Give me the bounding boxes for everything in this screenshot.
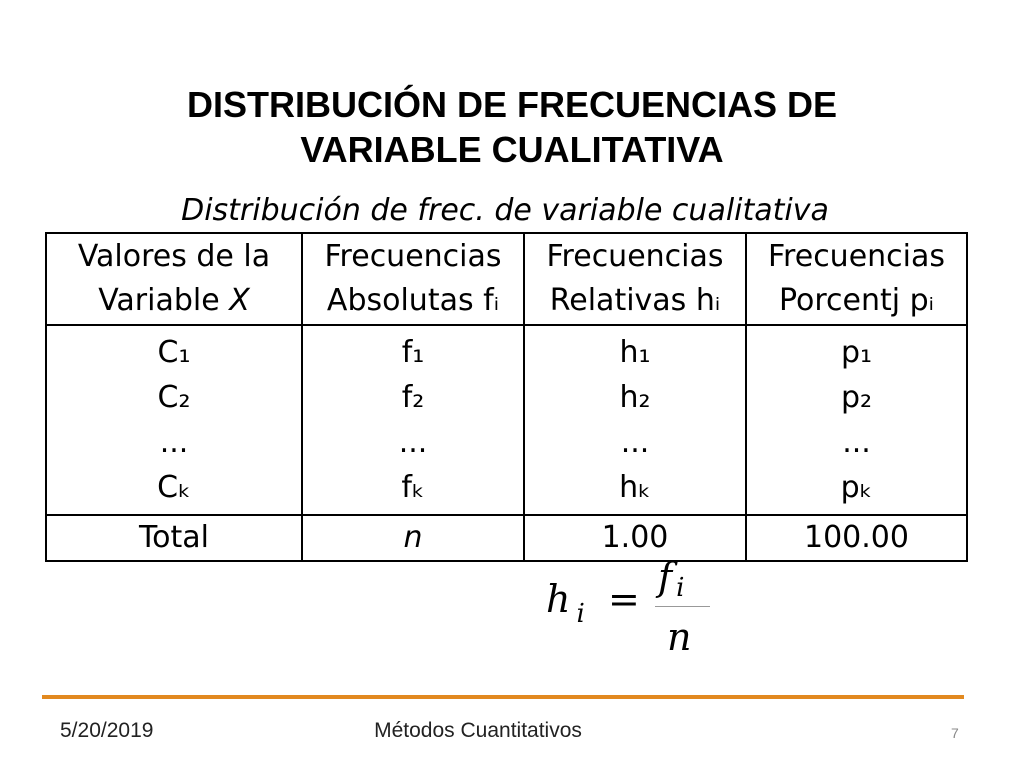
header-line <box>47 279 301 323</box>
formula-lhs-subscript: i <box>576 599 585 629</box>
total-relative: 1.00 <box>524 515 746 561</box>
values-column <box>46 325 302 515</box>
percent-column <box>746 325 967 515</box>
table-cell: ... <box>159 425 189 460</box>
table-body-row <box>46 325 967 515</box>
table-cell: ... <box>620 425 650 460</box>
table-cell: Cₖ <box>157 470 191 505</box>
total-label: Total <box>46 515 302 561</box>
relative-column <box>524 325 746 515</box>
formula-numerator-symbol: f <box>658 555 673 599</box>
table-cell: ... <box>842 425 871 460</box>
footer-divider <box>42 695 964 699</box>
header-text: Variable <box>98 283 230 318</box>
total-n: n <box>302 515 524 561</box>
table-cell: hₖ <box>619 470 651 505</box>
table-header-row <box>46 233 967 325</box>
formula-denominator: n <box>667 615 692 659</box>
formula-numerator-subscript: i <box>676 573 685 603</box>
table-cell: C₂ <box>157 380 191 415</box>
variable-symbol: X <box>229 283 250 318</box>
slide-number: 7 <box>951 725 959 741</box>
table-cell: pₖ <box>840 470 873 505</box>
table-cell: f₂ <box>401 380 425 415</box>
table-caption: Distribución de frec. de variable cualitativa <box>181 193 829 228</box>
table-cell: p₁ <box>840 335 873 370</box>
fraction-bar <box>655 606 710 607</box>
formula-numerator <box>658 555 684 603</box>
table-cell: C₁ <box>157 335 191 370</box>
table-cell: h₁ <box>619 335 651 370</box>
absolute-column <box>302 325 524 515</box>
header-cell-absolute <box>302 233 524 325</box>
table-cell: p₂ <box>840 380 873 415</box>
header-line: Relativas hᵢ <box>549 283 721 318</box>
header-cell-values <box>46 233 302 325</box>
slide-title <box>0 82 1024 172</box>
table-total-row <box>46 515 967 561</box>
table-cell: fₖ <box>401 470 425 505</box>
table-cell: f₁ <box>401 335 425 370</box>
footer-date: 5/20/2019 <box>60 719 154 742</box>
header-line: Valores de la <box>77 239 271 274</box>
header-line: Frecuencias <box>767 239 946 274</box>
total-percent: 100.00 <box>746 515 967 561</box>
header-cell-relative <box>524 233 746 325</box>
header-line: Absolutas fᵢ <box>326 283 500 318</box>
header-line: Frecuencias <box>546 239 724 274</box>
table-cell: h₂ <box>619 380 651 415</box>
relative-frequency-formula <box>540 555 740 665</box>
footer-course-name: Métodos Cuantitativos <box>374 719 582 742</box>
slide-title-line-1: DISTRIBUCIÓN DE FRECUENCIAS DE <box>186 84 838 125</box>
table-cell: ... <box>398 425 428 460</box>
header-line: Porcentj pᵢ <box>778 283 935 318</box>
slide-title-line-2: VARIABLE CUALITATIVA <box>300 129 724 170</box>
formula-lhs-symbol: h <box>546 577 571 621</box>
formula-lhs <box>546 577 585 629</box>
header-line: Frecuencias <box>324 239 502 274</box>
formula-equals: = <box>608 577 640 621</box>
header-cell-percent <box>746 233 967 325</box>
frequency-table <box>45 232 968 562</box>
